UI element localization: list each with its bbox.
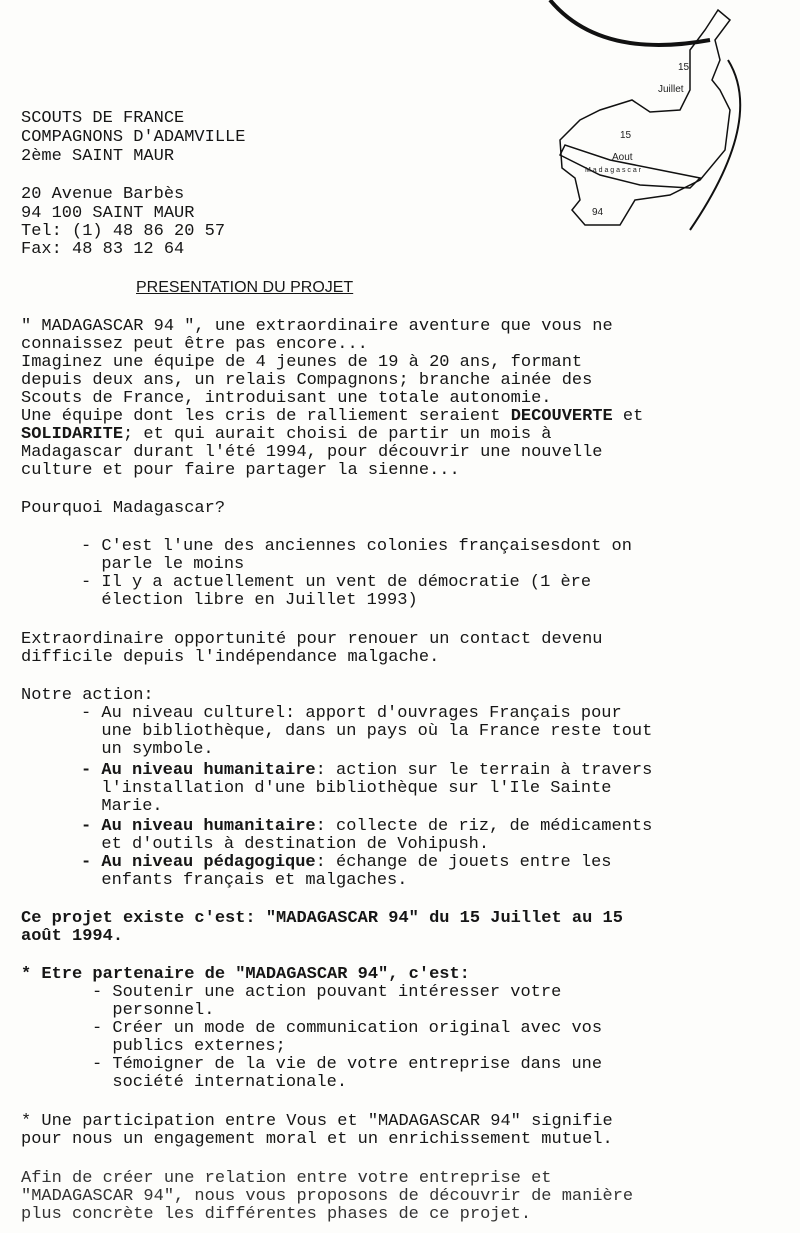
coast-arc <box>690 60 740 230</box>
partner-heading: * Etre partenaire de "MADAGASCAR 94", c'est: <box>21 965 470 984</box>
partner-item-1-line-1: - Soutenir une action pouvant intéresser votre <box>92 983 562 1002</box>
participation-line-2: pour nous un engagement moral et un enrichissement mutuel. <box>21 1130 613 1149</box>
intro-line-7 <box>21 426 552 444</box>
map-label-juillet: Juillet <box>658 84 684 95</box>
why-bullet-1-line-1: - C'est l'une des anciennes colonies françaisesdont on <box>81 537 632 556</box>
org-line-2: COMPAGNONS D'ADAMVILLE <box>21 128 246 147</box>
action-item-3-line-1 <box>81 818 652 836</box>
partner-item-2-line-2: publics externes; <box>92 1037 286 1056</box>
project-line-1: Ce projet existe c'est: "MADAGASCAR 94" du 15 Juillet au 15 <box>21 909 623 928</box>
address-fax: Fax: 48 83 12 64 <box>21 240 185 259</box>
partner-item-3-line-2: société internationale. <box>92 1073 348 1092</box>
closing-line-1: Afin de créer une relation entre votre entreprise et <box>21 1169 552 1188</box>
intro-line-7b: ; et qui aurait choisi de partir un mois à <box>123 425 552 444</box>
partner-item-1-line-2: personnel. <box>92 1001 215 1020</box>
action-item-4-rest: : échange de jouets entre les <box>315 853 612 872</box>
intro-line-6c: et <box>612 407 644 426</box>
action-item-3-line-2: et d'outils à destination de Vohipush. <box>81 835 490 854</box>
intro-line-2: connaissez peut être pas encore... <box>21 335 368 354</box>
address-line-1: 20 Avenue Barbès <box>21 185 185 204</box>
participation-line-1: * Une participation entre Vous et "MADAGASCAR 94" signifie <box>21 1112 613 1131</box>
project-line-2: août 1994. <box>21 927 124 946</box>
action-item-3-lead: - Au niveau humanitaire <box>81 817 316 836</box>
page-title: PRESENTATION DU PROJET <box>136 279 354 296</box>
action-item-2-line-3: Marie. <box>81 797 163 816</box>
partner-item-2-line-1: - Créer un mode de communication original avec vos <box>92 1019 603 1038</box>
intro-line-9: culture et pour faire partager la sienne... <box>21 461 460 480</box>
keyword-solidarite: SOLIDARITE <box>21 425 124 444</box>
closing-line-3: plus concrète les différentes phases de ce projet. <box>21 1205 532 1224</box>
intro-line-8: Madagascar durant l'été 1994, pour découvrir une nouvelle <box>21 443 603 462</box>
intro-line-4: depuis deux ans, un relais Compagnons; branche ainée des <box>21 371 593 390</box>
action-item-4-lead: - Au niveau pédagogique <box>81 853 316 872</box>
map-label-15-top: 15 <box>678 62 690 73</box>
arc-top <box>550 0 710 45</box>
action-item-1-line-2: une bibliothèque, dans un pays où la France reste tout <box>81 722 653 741</box>
intro-line-5: Scouts de France, introduisant une totale autonomie. <box>21 389 552 408</box>
why-question: Pourquoi Madagascar? <box>21 499 226 518</box>
map-label-15-mid: 15 <box>620 130 632 141</box>
action-item-2-line-2: l'installation d'une bibliothèque sur l'Ile Sainte <box>81 779 612 798</box>
map-sketch <box>540 0 800 240</box>
map-label-94: 94 <box>592 207 604 218</box>
intro-line-1: " MADAGASCAR 94 ", une extraordinaire aventure que vous ne <box>21 317 613 336</box>
intro-line-6 <box>21 408 643 426</box>
intro-line-6a: Une équipe dont les cris de ralliement seraient <box>21 407 511 426</box>
map-label-aout: Aout <box>612 152 633 163</box>
opportunity-line-2: difficile depuis l'indépendance malgache. <box>21 648 440 667</box>
map-route-text: M a d a g a s c a r <box>585 167 642 174</box>
action-item-3-rest: : collecte de riz, de médicaments <box>315 817 653 836</box>
keyword-decouverte: DECOUVERTE <box>510 407 613 426</box>
action-item-2-line-1 <box>81 762 652 780</box>
address-phone: Tel: (1) 48 86 20 57 <box>21 222 226 241</box>
action-item-4-line-1 <box>81 854 612 872</box>
action-item-1-line-1: - Au niveau culturel: apport d'ouvrages Français pour <box>81 704 622 723</box>
org-line-1: SCOUTS DE FRANCE <box>21 109 185 128</box>
action-item-2-rest: : action sur le terrain à travers <box>315 761 653 780</box>
action-item-2-lead: - Au niveau humanitaire <box>81 761 316 780</box>
opportunity-line-1: Extraordinaire opportunité pour renouer un contact devenu <box>21 630 603 649</box>
action-item-4-line-2: enfants français et malgaches. <box>81 871 408 890</box>
closing-line-2: "MADAGASCAR 94", nous vous proposons de découvrir de manière <box>21 1187 634 1206</box>
why-bullet-2-line-1: - Il y a actuellement un vent de démocratie (1 ère <box>81 573 592 592</box>
org-line-3: 2ème SAINT MAUR <box>21 147 175 166</box>
address-line-2: 94 100 SAINT MAUR <box>21 204 195 223</box>
partner-item-3-line-1: - Témoigner de la vie de votre entreprise dans une <box>92 1055 603 1074</box>
intro-line-3: Imaginez une équipe de 4 jeunes de 19 à 20 ans, formant <box>21 353 583 372</box>
why-bullet-2-line-2: élection libre en Juillet 1993) <box>81 591 418 610</box>
action-heading: Notre action: <box>21 686 154 705</box>
action-item-1-line-3: un symbole. <box>81 740 214 759</box>
why-bullet-1-line-2: parle le moins <box>81 555 245 574</box>
